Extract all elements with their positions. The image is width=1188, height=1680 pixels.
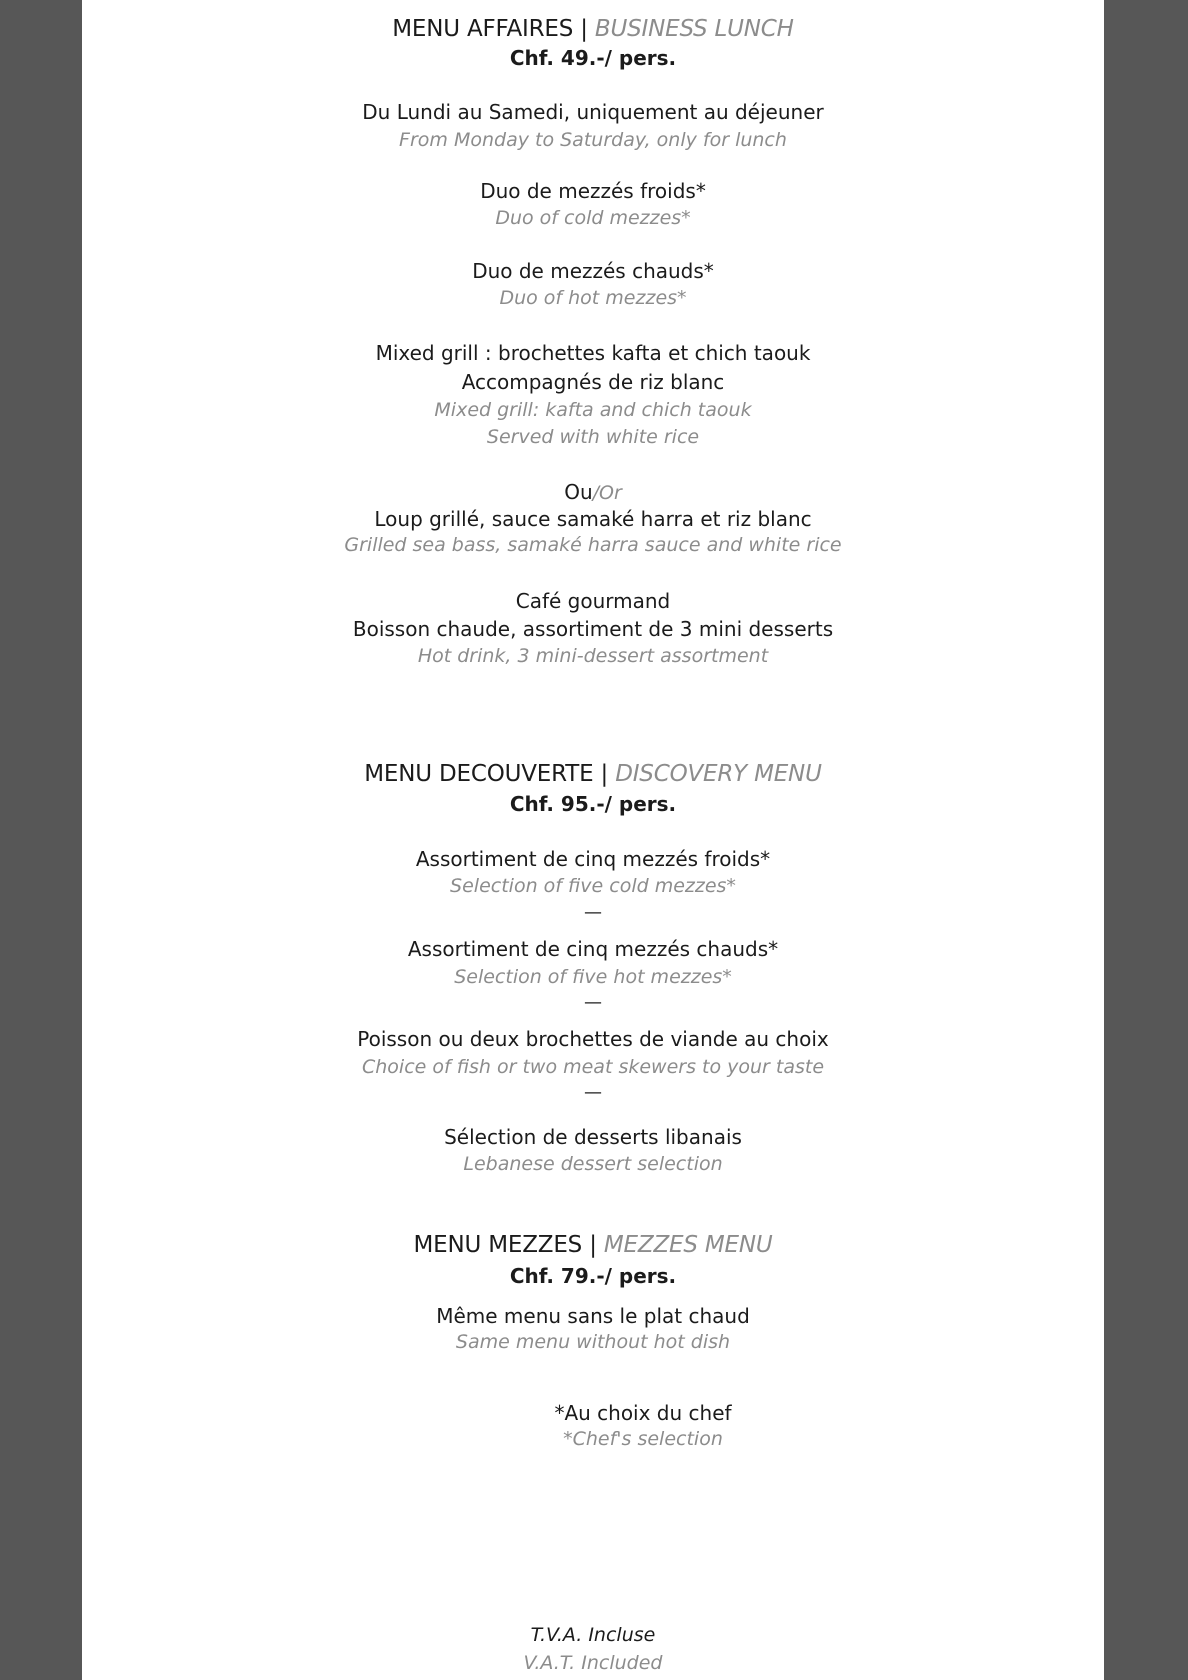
discovery-title-separator: |	[600, 761, 609, 787]
footer-vat-fr: T.V.A. Incluse	[530, 1624, 656, 1646]
business-item5-fr-line2: Boisson chaude, assortiment de 3 mini desserts	[352, 617, 834, 641]
business-item4-fr: Loup grillé, sauce samaké harra et riz blanc	[374, 507, 812, 531]
discovery-item4-en: Lebanese dessert selection	[463, 1153, 723, 1175]
business-item4-en: Grilled sea bass, samaké harra sauce and white rice	[344, 534, 842, 556]
mezzes-title-fr: MENU MEZZES	[413, 1232, 583, 1258]
business-item2-fr: Duo de mezzés chauds*	[472, 259, 714, 283]
mezzes-price: Chf. 79.-/ pers.	[509, 1264, 677, 1288]
discovery-title	[82, 763, 1104, 786]
business-title	[82, 18, 1104, 41]
mezzes-item1-en: Same menu without hot dish	[455, 1331, 731, 1353]
mezzes-item1-fr: Même menu sans le plat chaud	[436, 1304, 750, 1328]
business-price: Chf. 49.-/ pers.	[509, 46, 677, 70]
discovery-item2-en: Selection of five hot mezzes*	[454, 966, 732, 988]
business-days-en: From Monday to Saturday, only for lunch	[399, 129, 787, 151]
business-item3-en-line1: Mixed grill: kafta and chich taouk	[434, 399, 752, 421]
menu-page	[82, 0, 1104, 1680]
business-item1-en: Duo of cold mezzes*	[495, 207, 691, 229]
discovery-item2-fr: Assortiment de cinq mezzés chauds*	[407, 937, 779, 961]
discovery-item1-fr: Assortiment de cinq mezzés froids*	[415, 847, 771, 871]
discovery-title-fr: MENU DECOUVERTE	[364, 761, 594, 787]
business-item3-fr-line2: Accompagnés de riz blanc	[461, 370, 725, 394]
business-title-en: BUSINESS LUNCH	[594, 16, 794, 42]
discovery-item4-fr: Sélection de desserts libanais	[444, 1125, 742, 1149]
chef-note-en: *Chef's selection	[563, 1428, 723, 1450]
business-item5-en: Hot drink, 3 mini-dessert assortment	[417, 645, 769, 667]
mezzes-title-en: MEZZES MENU	[603, 1232, 773, 1258]
discovery-item1-en: Selection of five cold mezzes*	[450, 875, 736, 897]
business-item3-en-line2: Served with white rice	[486, 426, 700, 448]
business-or-en: /Or	[592, 482, 622, 504]
discovery-title-en: DISCOVERY MENU	[615, 761, 822, 787]
discovery-item3-fr: Poisson ou deux brochettes de viande au choix	[357, 1027, 829, 1051]
business-item2-en: Duo of hot mezzes*	[499, 287, 687, 309]
business-or-fr: Ou	[564, 480, 593, 504]
business-item5-fr-line1: Café gourmand	[515, 589, 671, 613]
discovery-separator-2: —	[584, 992, 602, 1013]
mezzes-title	[82, 1234, 1104, 1257]
discovery-separator-3: —	[584, 1082, 602, 1103]
business-or	[82, 482, 1104, 503]
discovery-item3-en: Choice of fish or two meat skewers to your taste	[361, 1056, 825, 1078]
chef-note-fr: *Au choix du chef	[554, 1401, 732, 1425]
business-title-fr: MENU AFFAIRES	[392, 16, 574, 42]
business-item1-fr: Duo de mezzés froids*	[480, 179, 706, 203]
mezzes-title-separator: |	[589, 1232, 597, 1258]
business-title-separator: |	[580, 16, 588, 42]
discovery-separator-1: —	[584, 902, 602, 923]
footer-vat-en: V.A.T. Included	[523, 1652, 663, 1674]
business-item3-fr-line1: Mixed grill : brochettes kafta et chich taouk	[375, 341, 811, 365]
discovery-price: Chf. 95.-/ pers.	[509, 792, 677, 816]
business-days-fr: Du Lundi au Samedi, uniquement au déjeuner	[362, 100, 824, 124]
